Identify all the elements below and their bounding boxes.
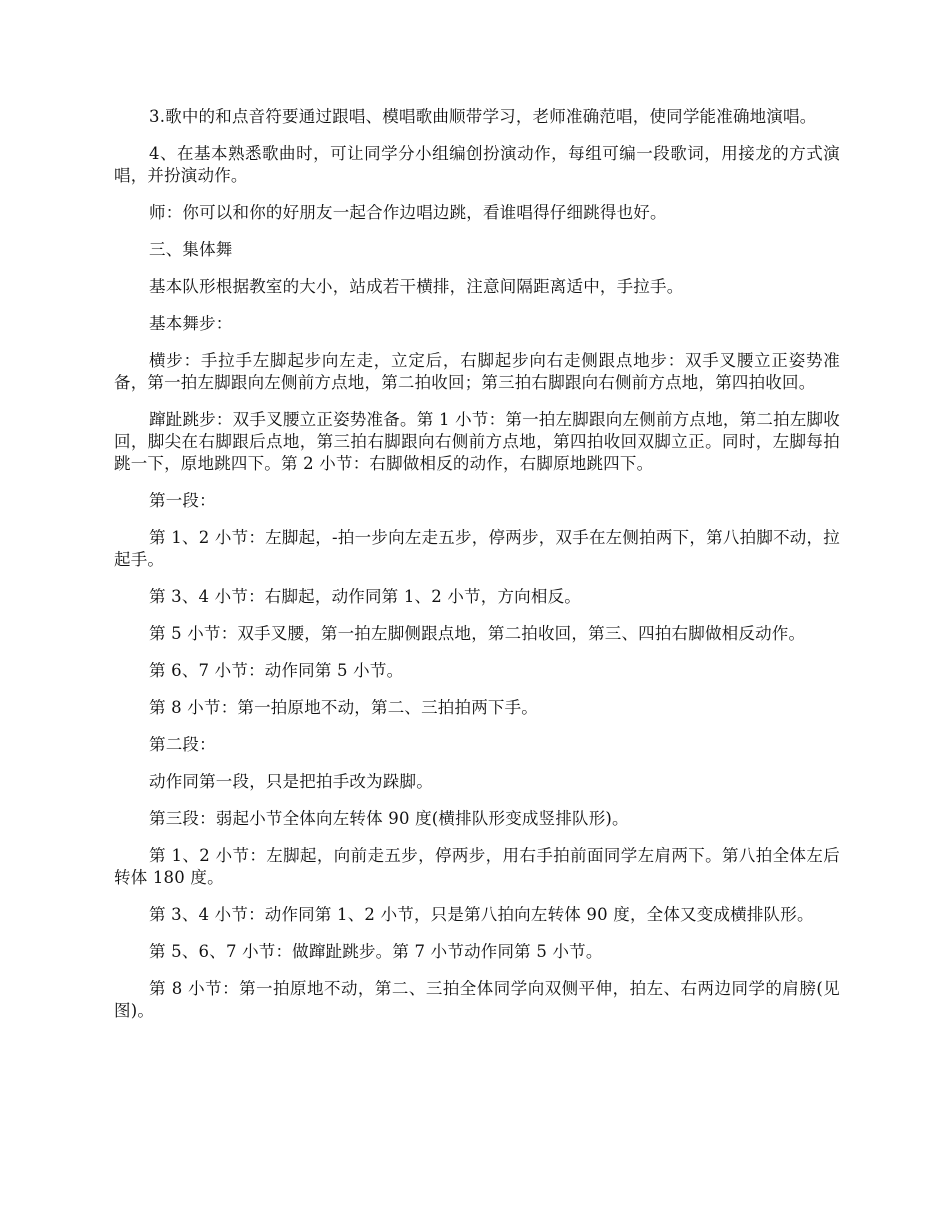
paragraph-part-one-label: 第一段： [149,491,216,510]
paragraph-toe-hop-step: 蹿趾跳步：双手叉腰立正姿势准备。第 1 小节：第一拍左脚跟向左侧前方点地，第二拍左脚收回，脚尖在右脚跟后点地，第三拍右脚跟向右侧前方点地，第四拍收回双脚立正。同时，左脚每拍跳一下，原地跳四下。第 2 小节：右脚做相反的动作，右脚原地跳四下。 [114,410,840,473]
paragraph-part-two-label: 第二段： [149,735,216,754]
document-body [114,106,840,1037]
paragraph-part-two-description: 动作同第一段，只是把拍手改为跺脚。 [149,772,433,791]
paragraph-part-one-bars-6-7: 第 6、7 小节：动作同第 5 小节。 [149,661,404,680]
paragraph-part-one-bars-3-4: 第 3、4 小节：右脚起，动作同第 1、2 小节，方向相反。 [149,587,581,606]
paragraph-part-three-bars-3-4: 第 3、4 小节：动作同第 1、2 小节，只是第八拍向左转体 90 度，全体又变成横排队形。 [149,905,814,924]
paragraph-group-performance: 4、在基本熟悉歌曲时，可让同学分小组编创扮演动作，每组可编一段歌词，用接龙的方式演唱，并扮演动作。 [114,144,840,185]
section-heading-group-dance: 三、集体舞 [149,240,233,259]
paragraph-part-one-bar-8: 第 8 小节：第一拍原地不动，第二、三拍拍两下手。 [149,698,538,717]
paragraph-part-three-bars-5-7: 第 5、6、7 小节：做蹿趾跳步。第 7 小节动作同第 5 小节。 [149,942,603,961]
paragraph-lyric-note-practice: 3.歌中的和点音符要通过跟唱、模唱歌曲顺带学习，老师准确范唱，使同学能准确地演唱。 [149,107,817,126]
paragraph-part-one-bars-1-2: 第 1、2 小节：左脚起，-拍一步向左走五步，停两步，双手在左侧拍两下，第八拍脚不动，拉起手。 [114,528,840,569]
paragraph-part-three-intro: 第三段：弱起小节全体向左转体 90 度(横排队形变成竖排队形)。 [149,809,629,828]
paragraph-part-three-bars-1-2: 第 1、2 小节：左脚起，向前走五步，停两步，用右手拍前面同学左肩两下。第八拍全体左后转体 180 度。 [114,846,840,887]
paragraph-teacher-prompt: 师：你可以和你的好朋友一起合作边唱边跳，看谁唱得仔细跳得也好。 [149,203,667,222]
paragraph-part-one-bar-5: 第 5 小节：双手叉腰，第一拍左脚侧跟点地，第二拍收回，第三、四拍右脚做相反动作。 [149,624,806,643]
paragraph-basic-steps-label: 基本舞步： [149,314,233,333]
paragraph-side-step: 横步：手拉手左脚起步向左走，立定后，右脚起步向右走侧跟点地步：双手叉腰立正姿势准备，第一拍左脚跟向左侧前方点地，第二拍收回；第三拍右脚跟向右侧前方点地，第四拍收回。 [114,351,840,392]
paragraph-part-three-bar-8: 第 8 小节：第一拍原地不动，第二、三拍全体同学向双侧平伸，拍左、右两边同学的肩膀(见图)。 [114,979,840,1020]
paragraph-basic-formation: 基本队形根据教室的大小，站成若干横排，注意间隔距离适中，手拉手。 [149,277,684,296]
